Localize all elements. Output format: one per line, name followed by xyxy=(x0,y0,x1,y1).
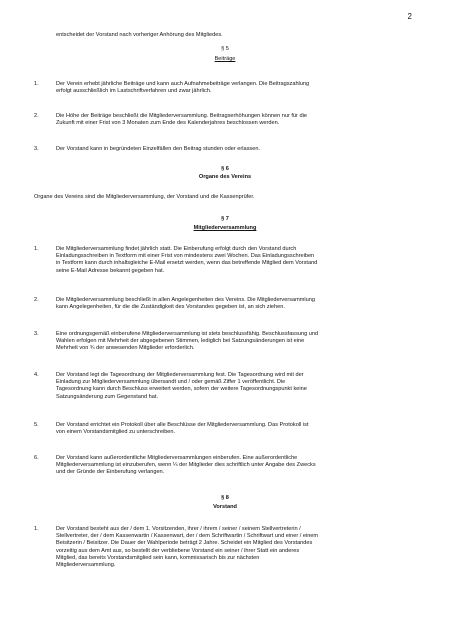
s8-item-1-line: Beisitzerin / Beisitzer. Die Dauer der Wahlperiode beträgt 2 Jahre. Scheidet ein Mitglied des Vorstandes xyxy=(56,540,313,547)
s5-item-3-number: 3. xyxy=(34,146,39,152)
s7-item-2-text xyxy=(56,297,416,311)
s8-item-1-line: Mitglied, das bereits Vorstandsmitglied sein kann, kommissarisch bis zur nächsten xyxy=(56,554,260,561)
s7-item-4-text xyxy=(56,372,416,401)
section-7-title: Mitgliederversammlung xyxy=(193,225,257,231)
section-8-number: § 8 xyxy=(221,495,229,501)
s7-item-5-text xyxy=(56,422,416,436)
s8-item-1-line: vorzeitig aus dem Amt aus, so bestellt der verbliebene Vorstand ein seiner / ihrer Statt ein anderes xyxy=(56,547,300,554)
s8-item-1-line: Mitgliederversammlung. xyxy=(56,562,116,569)
section-6-text: Organe des Vereins sind die Mitgliederversammlung, der Vorstand und die Kassenprüfer. xyxy=(34,194,255,200)
s7-item-1-line: in Textform kann durch inhaltsgleiche E-Mail ersetzt werden, wenn das betreffende Mitglied dem Vorstand xyxy=(56,260,318,267)
s7-item-1-line: seine E-Mail Adresse bekannt gegeben hat. xyxy=(56,267,165,274)
section-8-title: Vorstand xyxy=(213,504,237,510)
s8-item-1-line: Stellvertreter, der / dem Kassenwartin / Kassenwart, der / dem Schriftwartin / Schriftwart und einer / einem xyxy=(56,533,319,540)
s7-item-1-line: Die Mitgliederversammlung findet jährlich statt. Die Einberufung erfolgt durch den Vorstand durch xyxy=(56,246,297,252)
s7-item-2-line: Die Mitgliederversammlung beschließt in allen Angelegenheiten des Vereins. Die Mitgliederversammlung xyxy=(56,297,315,303)
s7-item-4-number: 4. xyxy=(34,372,39,378)
s5-item-1-text xyxy=(56,81,416,95)
s7-item-3-line: Wahlen erfolgen mit Mehrheit der abgegebenen Stimmen, lediglich bei Satzungsänderungen ist eine xyxy=(56,338,305,345)
s8-item-1-line: Der Vorstand besteht aus der / dem 1. Vorsitzenden, ihrer / ihrem / seiner / seinem Stellvertreterin / xyxy=(56,526,301,532)
s7-item-1-text xyxy=(56,246,416,275)
s5-item-2-line: Die Höhe der Beiträge beschließt die Mitgliederversammlung. Beitragserhöhungen können nur für die xyxy=(56,113,307,119)
s7-item-6-line: und der Gründe der Einberufung verlangen. xyxy=(56,469,165,476)
s7-item-5-line: Der Vorstand errichtet ein Protokoll über alle Beschlüsse der Mitgliederversammlung. Das Protokoll ist xyxy=(56,422,309,428)
section-5-number: § 5 xyxy=(221,46,229,52)
s7-item-6-line: Der Vorstand kann außerordentliche Mitgliederversammlungen einberufen. Eine außerordentliche xyxy=(56,455,298,461)
s7-item-3-line: Mehrheit von ¾ der anwesenden Mitglieder erforderlich. xyxy=(56,345,195,352)
s5-item-2-line: Zukunft mit einer Frist von 3 Monaten zum Ende des Kalenderjahres beschlossen werden. xyxy=(56,120,280,127)
s7-item-2-line: kann Angelegenheiten, für die die Zuständigkeit des Vorstandes gegeben ist, an sich ziehen. xyxy=(56,304,285,311)
s7-item-3-text xyxy=(56,331,416,353)
s7-item-5-line: von einem Vorstandsmitglied zu unterschreiben. xyxy=(56,429,176,436)
s5-item-3-line: Der Vorstand kann in begründeten Einzelfällen den Beitrag stunden oder erlassen. xyxy=(56,146,260,152)
s5-item-1-line: Der Verein erhebt jährliche Beiträge und kann auch Aufnahmebeiträge verlangen. Die Beitragszahlung xyxy=(56,81,310,87)
page-number: 2 xyxy=(407,12,412,21)
s7-item-3-line: Eine ordnungsgemäß einberufene Mitgliederversammlung ist stets beschlussfähig. Beschlussfassung und xyxy=(56,331,319,337)
s8-item-1-text xyxy=(56,526,416,569)
s7-item-6-number: 6. xyxy=(34,455,39,461)
s7-item-4-line: Einladung zur Mitgliederversammlung übersandt und / oder gemäß Ziffer 1 veröffentlicht. Die xyxy=(56,379,286,386)
s7-item-4-line: Der Vorstand legt die Tagesordnung der Mitgliederversammlung fest. Die Tagesordnung wird mit der xyxy=(56,372,304,378)
section-6-title: Organe des Vereins xyxy=(198,174,252,180)
section-6-number: § 6 xyxy=(221,166,229,172)
s5-item-1-number: 1. xyxy=(34,81,39,87)
s5-item-2-text xyxy=(56,113,416,127)
s7-item-6-line: Mitgliederversammlung ist einzuberufen, wenn ¼ der Mitglieder dies schriftlich unter Angabe des Zwecks xyxy=(56,462,316,469)
section-5-title: Beiträge xyxy=(214,56,236,62)
s7-item-1-line: Einladungsschreiben in Textform mit einer Frist von mindestens zwei Wochen. Das Einladungsschreiben xyxy=(56,253,315,260)
s8-item-1-number: 1. xyxy=(34,526,39,532)
s7-item-3-number: 3. xyxy=(34,331,39,337)
s7-item-4-line: Tagesordnung kann durch Beschluss erweitert werden, sofern der weitere Tagesordnungspunkt keine xyxy=(56,386,307,393)
s5-item-3-text xyxy=(56,146,416,153)
s7-item-1-number: 1. xyxy=(34,246,39,252)
s7-item-2-number: 2. xyxy=(34,297,39,303)
intro-line: entscheidet der Vorstand nach vorheriger Anhörung des Mitgliedes. xyxy=(56,32,223,38)
s7-item-5-number: 5. xyxy=(34,422,39,428)
section-7-number: § 7 xyxy=(221,216,229,222)
s7-item-6-text xyxy=(56,455,416,477)
s5-item-1-line: erfolgt ausschließlich im Lastschriftverfahren und zwar jährlich. xyxy=(56,88,212,95)
s5-item-2-number: 2. xyxy=(34,113,39,119)
s7-item-4-line: Satzungsänderung zum Gegenstand hat. xyxy=(56,393,159,400)
